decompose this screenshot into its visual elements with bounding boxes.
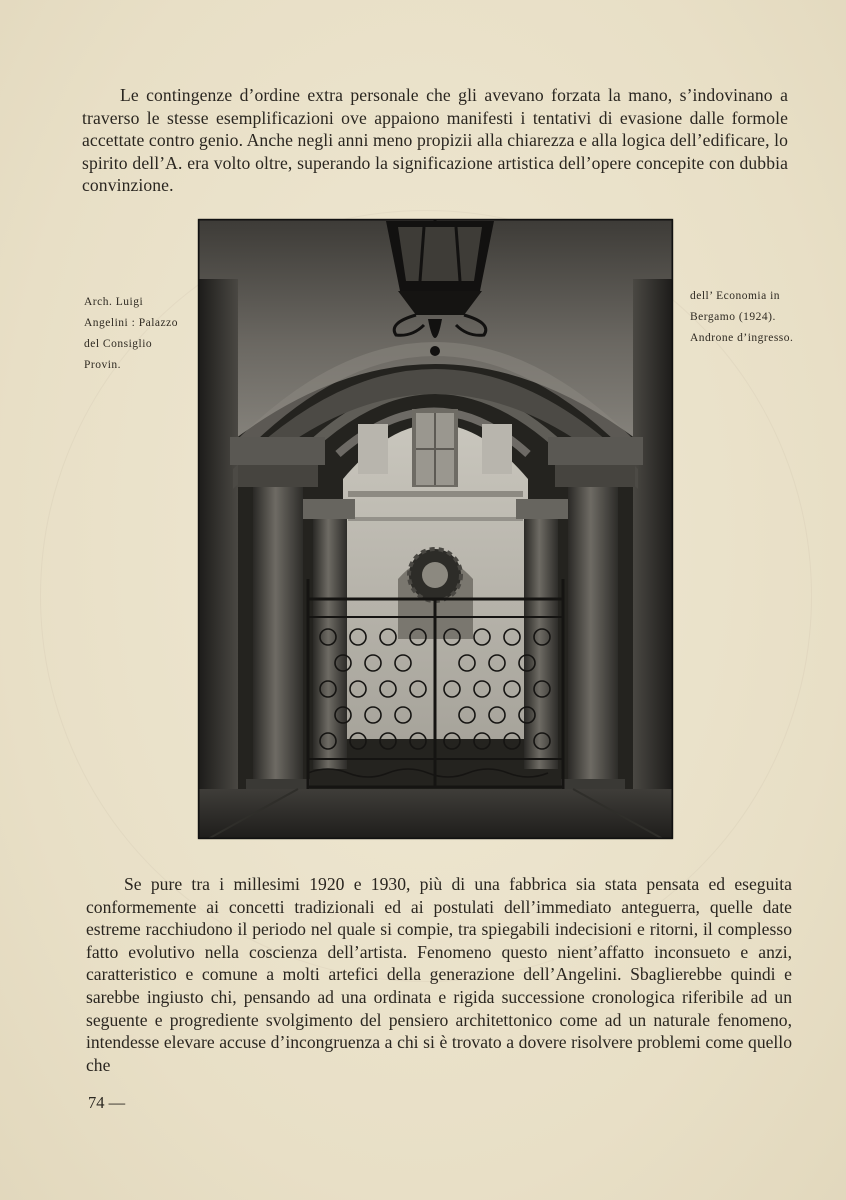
page-number: 74 — bbox=[88, 1093, 126, 1112]
paragraph-top: Le contingenze d’ordine extra personale che gli avevano forzata la mano, s’indovinano a traverso le stesse esemplificazioni ove appaiono manifesti i tentativi di evasione dalle formole accettate contro genio. Anche negli anni meno propizii alla chiarezza e alla logica dell’edificare, lo spirito dell’A. era volto oltre, superando la significazione artistica dell’opere concepite con dubbia convinzione. bbox=[82, 85, 788, 196]
caption-left: Arch. Luigi Angelini : Palazzo del Consiglio Provin. bbox=[84, 296, 178, 371]
paragraph-bottom: Se pure tra i millesimi 1920 e 1930, più di una fabbrica sia stata pensata ed eseguita conformemente ai concetti tradizionali ed ai postulati dell’immediato anteguerra, quelle date estreme racchiudono il periodo nel quale si compie, tra spiegabili indecisioni e ritorni, il complesso fatto evolutivo nella coscienza dell’artista. Fenomeno questo nient’affatto inconsueto e anzi, caratteristico e comune a molti artefici della generazione dell’Angelini. Sbaglierebbe quindi e sarebbe ingiusto chi, pensando ad una ordinata e rigida successione cronologica riferibile ad un seguente e progrediente svolgimento del pensiero architettonico come ad un naturale fenomeno, intendesse elevare accuse d’incongruenza a chi si è trovato a dovere risolvere problemi come quello che bbox=[86, 874, 792, 1075]
photograph-entrance-hall bbox=[198, 219, 673, 839]
caption-right: dell’ Economia in Bergamo (1924). Androne d’ingresso. bbox=[690, 290, 794, 344]
